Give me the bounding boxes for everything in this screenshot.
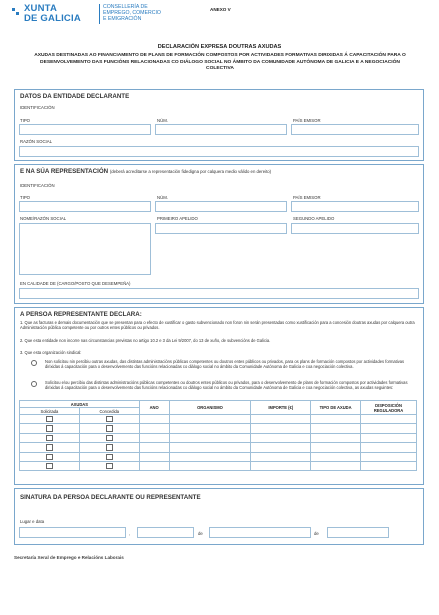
brand-line2: DE GALICIA — [24, 13, 81, 24]
radio-solicitou[interactable] — [31, 381, 37, 387]
concedida-checkbox[interactable] — [106, 444, 113, 451]
table-row — [20, 433, 417, 442]
ano-field[interactable] — [327, 527, 389, 538]
label-num-rep: NÚM. — [157, 195, 168, 200]
label-identificacion: IDENTIFICACIÓN — [20, 105, 55, 110]
tipo-axuda-cell[interactable] — [311, 415, 361, 424]
dept-line2: EMPREGO, COMERCIO — [103, 10, 161, 16]
label-identificacion-rep: IDENTIFICACIÓN — [20, 183, 55, 188]
tipo-axuda-cell[interactable] — [311, 461, 361, 470]
concedida-checkbox[interactable] — [106, 425, 113, 432]
section-representacion — [14, 164, 424, 304]
tipo-axuda-cell[interactable] — [311, 424, 361, 433]
table-row — [20, 415, 417, 424]
organismo-cell[interactable] — [169, 433, 251, 442]
dia-field[interactable] — [137, 527, 194, 538]
importe-cell[interactable] — [251, 461, 311, 470]
pais-field[interactable] — [291, 124, 419, 135]
ano-cell[interactable] — [139, 415, 169, 424]
header-disposicion: DISPOSICIÓN REGULADORA — [361, 401, 417, 415]
concedida-checkbox[interactable] — [106, 435, 113, 442]
label-calidade: EN CALIDADE DE (CARGO/POSTO QUE DESEMPEÑA) — [20, 281, 131, 286]
declara-item-3: 3. Que esta organización sindical: — [20, 350, 82, 355]
declara-option-1: Non solicitou nin percibiu outras axudas, das distintas administracións públicas competentes ou doutros entes públicos ou privados, para os plans de formación compostos por actividades formativas dirixidas á capacitación para o desenvolvemento das funcións relacionadas co diálogo social no ámbito da Comunidade Autónoma de Galicia e coa negociación colectiva. — [45, 359, 405, 370]
tipo-axuda-cell[interactable] — [311, 443, 361, 452]
header-concedida: Concedida — [79, 408, 139, 415]
label-nome: NOME/RAZÓN SOCIAL — [20, 216, 67, 221]
table-row — [20, 452, 417, 461]
label-razon-social: RAZÓN SOCIAL — [20, 139, 52, 144]
xunta-logo-icon — [12, 8, 19, 15]
num-field[interactable] — [155, 124, 287, 135]
disposicion-cell[interactable] — [361, 443, 417, 452]
brand-line1: XUNTA — [24, 3, 58, 14]
document-title: DECLARACIÓN EXPRESA DOUTRAS AXUDAS — [157, 44, 282, 50]
apelido2-field[interactable] — [291, 223, 419, 234]
solicitada-checkbox[interactable] — [46, 425, 53, 432]
tipo-field[interactable] — [19, 124, 151, 135]
label-lugar-data: Lugar e data — [20, 519, 45, 524]
dept-line3: E EMIGRACIÓN — [103, 16, 142, 22]
concedida-checkbox[interactable] — [106, 416, 113, 423]
footer-secretaria: Secretaría Xeral de Emprego e Relacións Laborais — [14, 555, 124, 560]
ano-cell[interactable] — [139, 443, 169, 452]
representacion-title-text: E NA SÚA REPRESENTACIÓN — [20, 168, 109, 175]
header-axudas: AXUDAS — [20, 401, 140, 408]
label-pais-rep: PAÍS EMISOR — [293, 195, 321, 200]
num-rep-field[interactable] — [155, 201, 287, 212]
disposicion-cell[interactable] — [361, 424, 417, 433]
representacion-note: (deberá acreditarse a representación fidedigna por calquera medio válido en dereito) — [109, 169, 272, 174]
organismo-cell[interactable] — [169, 415, 251, 424]
lugar-field[interactable] — [19, 527, 126, 538]
anexo-label: ANEXO V — [210, 7, 231, 12]
section-declara — [14, 307, 424, 485]
label-num: NÚM. — [157, 118, 168, 123]
solicitada-checkbox[interactable] — [46, 435, 53, 442]
label-apelido2: SEGUNDO APELIDO — [293, 216, 335, 221]
section-sinatura — [14, 488, 424, 545]
pais-rep-field[interactable] — [291, 201, 419, 212]
section-title-declara: A PERSOA REPRESENTANTE DECLARA: — [20, 311, 142, 318]
declara-option-2: Solicitou e/ou percibiu das distintas administracións públicas competentes ou doutros entes públicos ou privados, para o desenvolvemento de plans de formación compostos por actividades formativas dirixidas á capacitación para o desenvolvemento das funcións relacionadas co diálogo social no ámbito da Comunidade Autónoma de Galicia e coa negociación colectiva, as axudas seguintes: — [45, 380, 408, 391]
table-row — [20, 461, 417, 470]
organismo-cell[interactable] — [169, 443, 251, 452]
disposicion-cell[interactable] — [361, 461, 417, 470]
label-tipo: TIPO — [20, 118, 31, 123]
nome-field[interactable] — [19, 223, 151, 275]
mes-field[interactable] — [209, 527, 311, 538]
axudas-table — [19, 400, 417, 471]
document-subtitle: AXUDAS DESTINADAS AO FINANCIAMENTO DE PLANS DE FORMACIÓN COMPOSTOS POR ACTIVIDADES FORMATIVAS DIRIXIDAS Á CAPACITACIÓN PARA O DESENVOLVEMENTO DAS FUNCIÓNS RELACIONADAS CO DIÁLOGO SOCIAL NO ÁMBITO DA COMUNIDADE AUTÓNOMA DE GALICIA E A NEGOCIACIÓN COLECTIVA — [34, 53, 406, 71]
tipo-rep-field[interactable] — [19, 201, 151, 212]
razon-social-field[interactable] — [19, 146, 419, 157]
solicitada-checkbox[interactable] — [46, 416, 53, 423]
label-apelido1: PRIMEIRO APELIDO — [157, 216, 198, 221]
tipo-axuda-cell[interactable] — [311, 433, 361, 442]
solicitada-checkbox[interactable] — [46, 463, 53, 470]
solicitada-checkbox[interactable] — [46, 454, 53, 461]
section-title-sinatura: SINATURA DA PERSOA DECLARANTE OU REPRESENTANTE — [20, 494, 201, 501]
declara-item-2: 2. Que esta entidade non incorre nas circunstancias previstas no artigo 10.2 e 3 da Lei 9/2007, do 13 de xuño, de subvencións de Galicia. — [20, 338, 271, 343]
label-de-1: de — [198, 531, 203, 536]
declara-item-1: 1. Que as facturas e demais documentación que se presentan para o efecto de xustificar o gasto subvencionado non foron nin serán presentadas como xustificación para a concesión doutras axudas por calquera outra Administración pública competente ou por outros entes públicos ou privados. — [20, 320, 415, 331]
importe-cell[interactable] — [251, 443, 311, 452]
apelido1-field[interactable] — [155, 223, 287, 234]
label-de-2: de — [314, 531, 319, 536]
section-title-entidade: DATOS DA ENTIDADE DECLARANTE — [20, 93, 130, 100]
tipo-axuda-cell[interactable] — [311, 452, 361, 461]
brand — [24, 4, 81, 24]
concedida-checkbox[interactable] — [106, 463, 113, 470]
dept-line1: CONSELLERÍA DE — [103, 4, 148, 10]
section-entidade — [14, 89, 424, 161]
header-importe: IMPORTE (€) — [251, 401, 311, 415]
organismo-cell[interactable] — [169, 461, 251, 470]
header-solicitada: Solicitada — [20, 408, 80, 415]
disposicion-cell[interactable] — [361, 452, 417, 461]
table-row — [20, 424, 417, 433]
ano-cell[interactable] — [139, 424, 169, 433]
disposicion-cell[interactable] — [361, 433, 417, 442]
importe-cell[interactable] — [251, 424, 311, 433]
ano-cell[interactable] — [139, 452, 169, 461]
radio-non-solicitou[interactable] — [31, 360, 37, 366]
organismo-cell[interactable] — [169, 452, 251, 461]
label-pais: PAÍS EMISOR — [293, 118, 321, 123]
header-organismo: ORGANISMO — [169, 401, 251, 415]
header-tipo-axuda: TIPO DE AXUDA — [311, 401, 361, 415]
concedida-checkbox[interactable] — [106, 454, 113, 461]
importe-cell[interactable] — [251, 433, 311, 442]
header-ano: ANO — [139, 401, 169, 415]
solicitada-checkbox[interactable] — [46, 444, 53, 451]
importe-cell[interactable] — [251, 452, 311, 461]
label-tipo-rep: TIPO — [20, 195, 31, 200]
ano-cell[interactable] — [139, 433, 169, 442]
table-row — [20, 443, 417, 452]
header-divider — [99, 4, 100, 24]
calidade-field[interactable] — [19, 288, 419, 299]
organismo-cell[interactable] — [169, 424, 251, 433]
importe-cell[interactable] — [251, 415, 311, 424]
ano-cell[interactable] — [139, 461, 169, 470]
separator-comma: , — [129, 531, 131, 536]
disposicion-cell[interactable] — [361, 415, 417, 424]
section-title-representacion — [20, 168, 271, 175]
department — [103, 4, 161, 22]
